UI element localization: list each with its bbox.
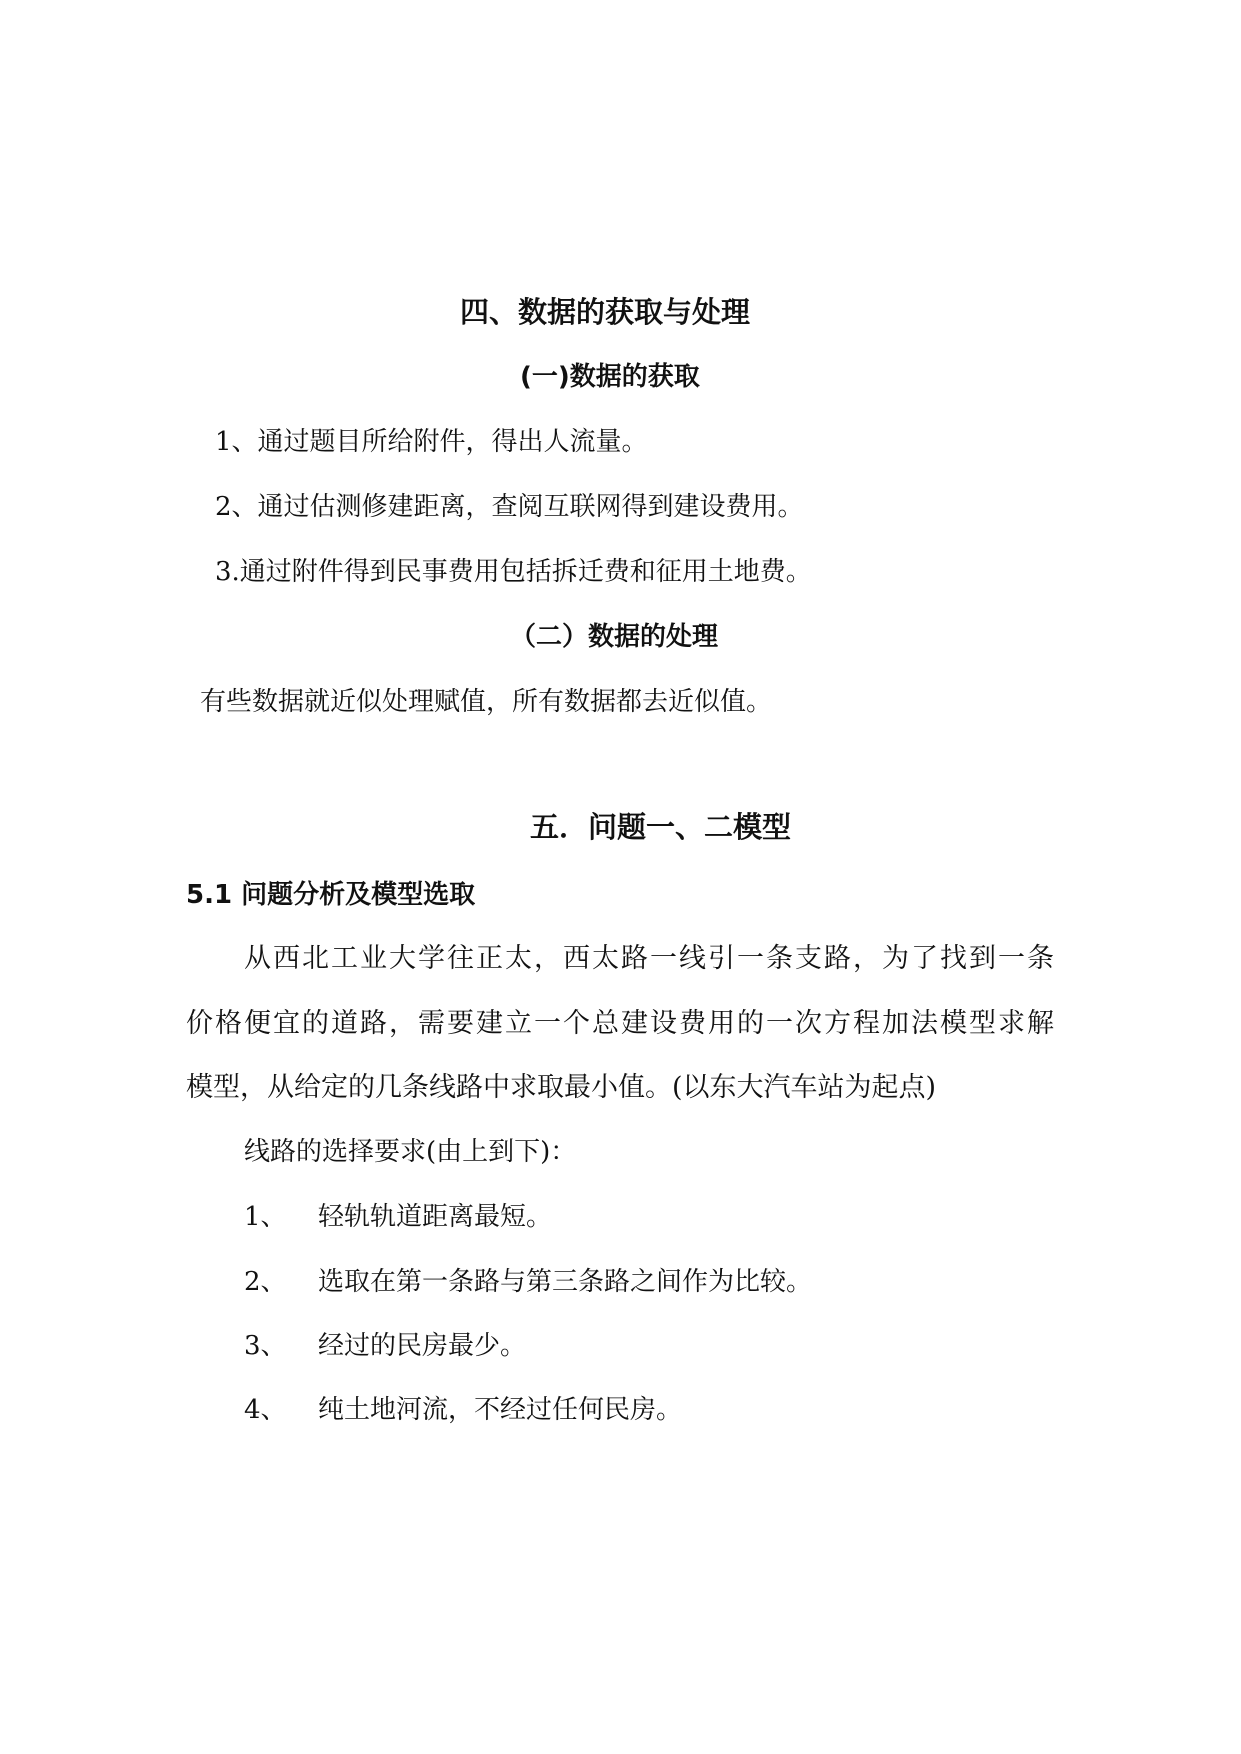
data-processing-text: 有些数据就近似处理赋值，所有数据都去近似值。 [200, 687, 773, 717]
section-5-title: 五．问题一、二模型 [530, 810, 792, 844]
section-4-2-title: （二）数据的处理 [510, 622, 719, 652]
requirement-text: 纯土地河流，不经过任何民房。 [318, 1395, 683, 1425]
section-4-1-title: (一)数据的获取 [520, 362, 700, 392]
requirement-number: 2、 [244, 1267, 287, 1297]
section-4-title: 四、数据的获取与处理 [460, 295, 751, 329]
analysis-paragraph-line-1: 从西北工业大学往正太，西太路一线引一条支路，为了找到一条 [244, 943, 1054, 974]
requirement-text: 选取在第一条路与第三条路之间作为比较。 [318, 1267, 813, 1297]
requirement-number: 1、 [244, 1202, 287, 1232]
data-source-item-3: 3.通过附件得到民事费用包括拆迁费和征用土地费。 [215, 557, 812, 587]
requirement-text: 经过的民房最少。 [318, 1331, 527, 1361]
analysis-paragraph-line-2: 价格便宜的道路，需要建立一个总建设费用的一次方程加法模型求解 [186, 1008, 1054, 1039]
requirement-text: 轻轨轨道距离最短。 [318, 1202, 553, 1232]
requirement-number: 3、 [244, 1331, 287, 1361]
requirements-intro: 线路的选择要求(由上到下)： [244, 1137, 577, 1167]
analysis-paragraph-line-3: 模型，从给定的几条线路中求取最小值。(以东大汽车站为起点) [186, 1072, 937, 1103]
data-source-item-2: 2、通过估测修建距离，查阅互联网得到建设费用。 [215, 492, 804, 522]
requirement-number: 4、 [244, 1395, 287, 1425]
data-source-item-1: 1、通过题目所给附件，得出人流量。 [215, 427, 648, 457]
section-5-1-title: 5.1 问题分析及模型选取 [186, 880, 476, 910]
